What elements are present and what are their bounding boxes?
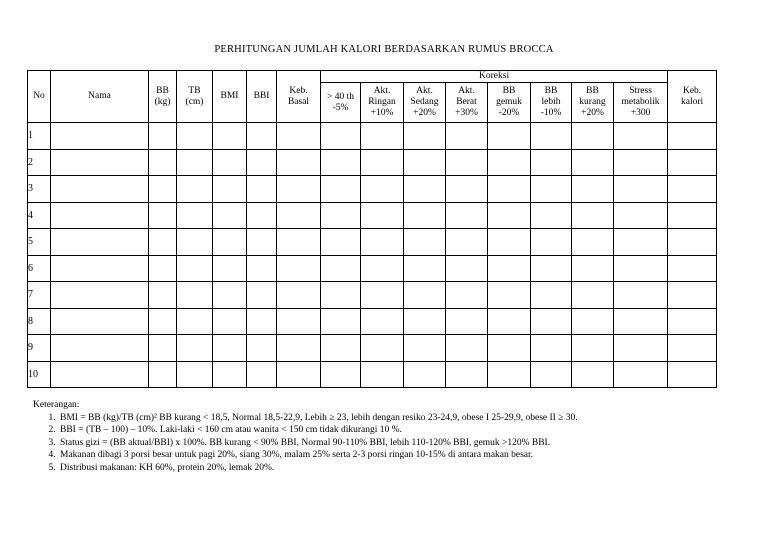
table-cell[interactable] bbox=[572, 149, 614, 176]
table-cell[interactable] bbox=[446, 361, 488, 388]
table-cell[interactable] bbox=[488, 308, 531, 335]
table-cell[interactable] bbox=[668, 176, 717, 203]
table-cell[interactable] bbox=[572, 255, 614, 282]
table-cell[interactable] bbox=[614, 229, 668, 256]
note-item: 1. BMI = BB (kg)/TB (cm)² BB kurang < 18,5, Normal 18,5-22,9, Lebih ≥ 23, lebih dengan resiko 23-24,9, obese I 25-29,9, obese II ≥ 30. bbox=[58, 412, 753, 425]
table-row bbox=[28, 229, 717, 256]
table-cell[interactable] bbox=[361, 255, 404, 282]
table-cell[interactable] bbox=[488, 202, 531, 229]
table-row bbox=[28, 123, 717, 150]
table-cell[interactable] bbox=[531, 149, 572, 176]
table-cell[interactable] bbox=[531, 176, 572, 203]
table-cell[interactable] bbox=[51, 123, 149, 150]
table-cell[interactable] bbox=[321, 149, 361, 176]
header-koreksi-col: BB lebih -10% bbox=[531, 83, 572, 123]
table-cell[interactable] bbox=[531, 282, 572, 309]
header-koreksi-col: Akt. Berat +30% bbox=[446, 83, 488, 123]
table-cell[interactable] bbox=[488, 176, 531, 203]
table-cell[interactable] bbox=[361, 123, 404, 150]
table-cell[interactable] bbox=[531, 255, 572, 282]
row-number: 2 bbox=[28, 149, 51, 176]
table-cell[interactable] bbox=[51, 202, 149, 229]
table-cell[interactable] bbox=[51, 176, 149, 203]
table-cell[interactable] bbox=[277, 123, 321, 150]
table-cell[interactable] bbox=[213, 176, 247, 203]
table-cell[interactable] bbox=[361, 176, 404, 203]
table-cell[interactable] bbox=[213, 255, 247, 282]
table-cell[interactable] bbox=[277, 335, 321, 362]
table-cell[interactable] bbox=[488, 229, 531, 256]
table-cell[interactable] bbox=[213, 282, 247, 309]
table-cell[interactable] bbox=[247, 202, 277, 229]
table-cell[interactable] bbox=[247, 361, 277, 388]
note-item: 3. Status gizi = (BB aktual/BBI) x 100%. BB kurang < 90% BBI, Normal 90-110% BBI, lebih 110-120% BBI, gemuk >120% BBI. bbox=[58, 437, 753, 450]
header-koreksi-col: > 40 th -5% bbox=[321, 83, 361, 123]
table-cell[interactable] bbox=[149, 335, 177, 362]
table-cell[interactable] bbox=[614, 176, 668, 203]
table-cell[interactable] bbox=[572, 123, 614, 150]
table-cell[interactable] bbox=[488, 335, 531, 362]
header-keb-basal: Keb. Basal bbox=[277, 71, 321, 123]
notes-section bbox=[33, 399, 753, 474]
table-cell[interactable] bbox=[614, 255, 668, 282]
table-cell[interactable] bbox=[572, 202, 614, 229]
table-cell[interactable] bbox=[177, 308, 213, 335]
row-number: 4 bbox=[28, 202, 51, 229]
table-cell[interactable] bbox=[446, 335, 488, 362]
table-cell[interactable] bbox=[321, 361, 361, 388]
table-cell[interactable] bbox=[149, 229, 177, 256]
table-cell[interactable] bbox=[321, 123, 361, 150]
table-cell[interactable] bbox=[614, 361, 668, 388]
table-cell[interactable] bbox=[247, 176, 277, 203]
table-cell[interactable] bbox=[277, 202, 321, 229]
table-cell[interactable] bbox=[404, 361, 446, 388]
table-cell[interactable] bbox=[572, 361, 614, 388]
table-row bbox=[28, 361, 717, 388]
table-cell[interactable] bbox=[614, 149, 668, 176]
table-cell[interactable] bbox=[177, 361, 213, 388]
table-cell[interactable] bbox=[177, 176, 213, 203]
table-cell[interactable] bbox=[614, 123, 668, 150]
table-cell[interactable] bbox=[531, 361, 572, 388]
table-cell[interactable] bbox=[531, 202, 572, 229]
header-bbi: BBI bbox=[247, 71, 277, 123]
table-cell[interactable] bbox=[247, 229, 277, 256]
table-cell[interactable] bbox=[277, 308, 321, 335]
table-cell[interactable] bbox=[321, 202, 361, 229]
table-cell[interactable] bbox=[177, 282, 213, 309]
table-cell[interactable] bbox=[446, 308, 488, 335]
header-bmi: BMI bbox=[213, 71, 247, 123]
table-cell[interactable] bbox=[404, 176, 446, 203]
table-cell[interactable] bbox=[177, 149, 213, 176]
row-number: 5 bbox=[28, 229, 51, 256]
table-cell[interactable] bbox=[488, 149, 531, 176]
table-cell[interactable] bbox=[668, 282, 717, 309]
header-no: No bbox=[28, 71, 51, 123]
table-cell[interactable] bbox=[446, 176, 488, 203]
table-cell[interactable] bbox=[572, 229, 614, 256]
table-cell[interactable] bbox=[668, 229, 717, 256]
table-cell[interactable] bbox=[361, 202, 404, 229]
table-cell[interactable] bbox=[51, 361, 149, 388]
table-cell[interactable] bbox=[361, 229, 404, 256]
table-cell[interactable] bbox=[404, 149, 446, 176]
table-cell[interactable] bbox=[321, 176, 361, 203]
table-cell[interactable] bbox=[446, 123, 488, 150]
table-cell[interactable] bbox=[149, 282, 177, 309]
table-cell[interactable] bbox=[488, 255, 531, 282]
page-title: PERHITUNGAN JUMLAH KALORI BERDASARKAN RUMUS BROCCA bbox=[214, 44, 554, 55]
table-cell[interactable] bbox=[213, 123, 247, 150]
table-cell[interactable] bbox=[247, 282, 277, 309]
table-cell[interactable] bbox=[277, 282, 321, 309]
table-cell[interactable] bbox=[213, 308, 247, 335]
table-cell[interactable] bbox=[361, 361, 404, 388]
table-cell[interactable] bbox=[277, 229, 321, 256]
note-item: 2. BBI = (TB – 100) – 10%. Laki-laki < 160 cm atau wanita < 150 cm tidak dikurangi 10 %. bbox=[58, 424, 753, 437]
table-cell[interactable] bbox=[51, 229, 149, 256]
row-number: 9 bbox=[28, 335, 51, 362]
table-cell[interactable] bbox=[531, 335, 572, 362]
table-cell[interactable] bbox=[51, 282, 149, 309]
table-cell[interactable] bbox=[361, 282, 404, 309]
table-row bbox=[28, 282, 717, 309]
table-cell[interactable] bbox=[321, 308, 361, 335]
calorie-table bbox=[27, 70, 717, 388]
table-cell[interactable] bbox=[446, 255, 488, 282]
table-cell[interactable] bbox=[361, 335, 404, 362]
table-cell[interactable] bbox=[247, 123, 277, 150]
table-cell[interactable] bbox=[277, 176, 321, 203]
table-cell[interactable] bbox=[572, 335, 614, 362]
table-cell[interactable] bbox=[321, 282, 361, 309]
table-cell[interactable] bbox=[361, 149, 404, 176]
table-cell[interactable] bbox=[404, 335, 446, 362]
table-cell[interactable] bbox=[51, 255, 149, 282]
table-cell[interactable] bbox=[149, 149, 177, 176]
table-cell[interactable] bbox=[614, 308, 668, 335]
row-number: 1 bbox=[28, 123, 51, 150]
table-row bbox=[28, 149, 717, 176]
table-cell[interactable] bbox=[277, 361, 321, 388]
table-row bbox=[28, 308, 717, 335]
table-cell[interactable] bbox=[668, 335, 717, 362]
table-cell[interactable] bbox=[213, 149, 247, 176]
table-cell[interactable] bbox=[177, 229, 213, 256]
table-row bbox=[28, 335, 717, 362]
notes-heading: Keterangan: bbox=[33, 400, 80, 410]
table-cell[interactable] bbox=[404, 202, 446, 229]
table-cell[interactable] bbox=[51, 335, 149, 362]
row-number: 10 bbox=[28, 361, 51, 388]
table-cell[interactable] bbox=[404, 308, 446, 335]
table-cell[interactable] bbox=[321, 335, 361, 362]
row-number: 8 bbox=[28, 308, 51, 335]
table-cell[interactable] bbox=[177, 202, 213, 229]
notes-list bbox=[33, 412, 753, 475]
table-cell[interactable] bbox=[213, 202, 247, 229]
table-cell[interactable] bbox=[531, 123, 572, 150]
table-cell[interactable] bbox=[247, 335, 277, 362]
table-cell[interactable] bbox=[177, 255, 213, 282]
table-cell[interactable] bbox=[51, 308, 149, 335]
row-number: 3 bbox=[28, 176, 51, 203]
table-cell[interactable] bbox=[404, 229, 446, 256]
header-koreksi: Koreksi bbox=[321, 71, 668, 83]
table-row bbox=[28, 202, 717, 229]
header-koreksi-col: BB gemuk -20% bbox=[488, 83, 531, 123]
table-cell[interactable] bbox=[531, 308, 572, 335]
table-cell[interactable] bbox=[446, 282, 488, 309]
table-cell[interactable] bbox=[488, 282, 531, 309]
table-cell[interactable] bbox=[668, 149, 717, 176]
table-row bbox=[28, 255, 717, 282]
table-cell[interactable] bbox=[177, 123, 213, 150]
table-cell[interactable] bbox=[149, 176, 177, 203]
table-cell[interactable] bbox=[668, 361, 717, 388]
table-cell[interactable] bbox=[446, 149, 488, 176]
table-cell[interactable] bbox=[572, 282, 614, 309]
table-cell[interactable] bbox=[404, 123, 446, 150]
table-row bbox=[28, 176, 717, 203]
table-cell[interactable] bbox=[149, 308, 177, 335]
table-cell[interactable] bbox=[213, 335, 247, 362]
table-cell[interactable] bbox=[572, 176, 614, 203]
row-number: 7 bbox=[28, 282, 51, 309]
table-cell[interactable] bbox=[247, 255, 277, 282]
table-cell[interactable] bbox=[177, 335, 213, 362]
table-cell[interactable] bbox=[614, 282, 668, 309]
table-cell[interactable] bbox=[668, 123, 717, 150]
table-cell[interactable] bbox=[614, 202, 668, 229]
table-cell[interactable] bbox=[51, 149, 149, 176]
table-cell[interactable] bbox=[149, 202, 177, 229]
table-cell[interactable] bbox=[531, 229, 572, 256]
header-keb-kalori: Keb. kalori bbox=[668, 71, 717, 123]
table-cell[interactable] bbox=[321, 229, 361, 256]
header-koreksi-col: Akt. Sedang +20% bbox=[404, 83, 446, 123]
row-number: 6 bbox=[28, 255, 51, 282]
table-cell[interactable] bbox=[361, 308, 404, 335]
table-cell[interactable] bbox=[404, 255, 446, 282]
table-cell[interactable] bbox=[149, 255, 177, 282]
table-cell[interactable] bbox=[321, 255, 361, 282]
table-cell[interactable] bbox=[614, 335, 668, 362]
table-cell[interactable] bbox=[277, 149, 321, 176]
table-cell[interactable] bbox=[668, 255, 717, 282]
table-cell[interactable] bbox=[247, 308, 277, 335]
table-cell[interactable] bbox=[149, 123, 177, 150]
note-item: 4. Makanan dibagi 3 porsi besar untuk pagi 20%, siang 30%, malam 25% serta 2-3 porsi ringan 10-15% di antara makan besar. bbox=[58, 449, 753, 462]
header-tb: TB (cm) bbox=[177, 71, 213, 123]
table-cell[interactable] bbox=[446, 229, 488, 256]
table-cell[interactable] bbox=[247, 149, 277, 176]
header-koreksi-col: Akt. Ringan +10% bbox=[361, 83, 404, 123]
table-cell[interactable] bbox=[404, 282, 446, 309]
table-cell[interactable] bbox=[668, 202, 717, 229]
table-cell[interactable] bbox=[668, 308, 717, 335]
table-cell[interactable] bbox=[213, 229, 247, 256]
header-koreksi-col: Stress metabolik +300 bbox=[614, 83, 668, 123]
table-cell[interactable] bbox=[572, 308, 614, 335]
note-item: 5. Distribusi makanan: KH 60%, protein 20%, lemak 20%. bbox=[58, 462, 753, 475]
header-bb: BB (kg) bbox=[149, 71, 177, 123]
table-cell[interactable] bbox=[277, 255, 321, 282]
table-cell[interactable] bbox=[488, 123, 531, 150]
table-cell[interactable] bbox=[488, 361, 531, 388]
table-cell[interactable] bbox=[213, 361, 247, 388]
table-cell[interactable] bbox=[446, 202, 488, 229]
header-nama: Nama bbox=[51, 71, 149, 123]
header-koreksi-col: BB kurang +20% bbox=[572, 83, 614, 123]
table-cell[interactable] bbox=[149, 361, 177, 388]
